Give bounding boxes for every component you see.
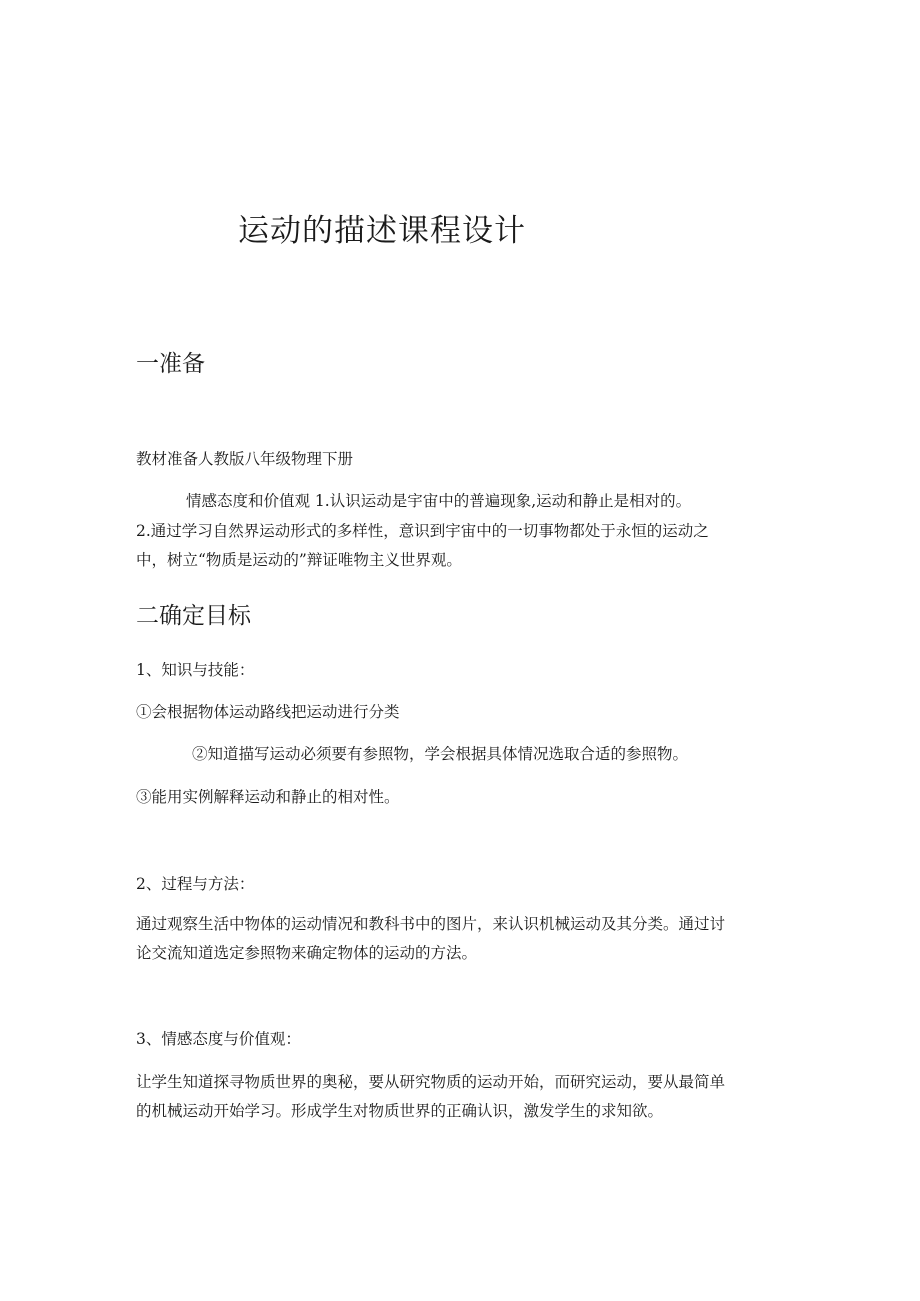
section-heading-preparation: 一准备 bbox=[136, 351, 205, 377]
process-line-1: 通过观察生活中物体的运动情况和教科书中的图片，来认识机械运动及其分类。通过讨 bbox=[136, 915, 726, 933]
knowledge-heading: 1、知识与技能： bbox=[136, 661, 255, 679]
process-heading: 2、过程与方法： bbox=[136, 875, 255, 893]
knowledge-item-1: ①会根据物体运动路线把运动进行分类 bbox=[136, 703, 400, 721]
attitude-line-1: 让学生知道探寻物质世界的奥秘，要从研究物质的运动开始，而研究运动，要从最简单 bbox=[136, 1073, 726, 1091]
values-line-1: 情感态度和价值观 1.认识运动是宇宙中的普遍现象,运动和静止是相对的。 bbox=[186, 492, 692, 510]
values-line-2: 2.通过学习自然界运动形式的多样性，意识到宇宙中的一切事物都处于永恒的运动之 bbox=[136, 522, 709, 540]
attitude-line-2: 的机械运动开始学习。形成学生对物质世界的正确认识，激发学生的求知欲。 bbox=[136, 1102, 664, 1120]
section-heading-goals: 二确定目标 bbox=[136, 603, 251, 629]
attitude-heading: 3、情感态度与价值观： bbox=[136, 1030, 301, 1048]
materials-line: 教材准备人教版八年级物理下册 bbox=[136, 450, 354, 468]
process-line-2: 论交流知道选定参照物来确定物体的运动的方法。 bbox=[136, 944, 478, 962]
document-title: 运动的描述课程设计 bbox=[238, 213, 526, 249]
knowledge-item-2: ②知道描写运动必须要有参照物，学会根据具体情况选取合适的参照物。 bbox=[192, 745, 689, 763]
knowledge-item-3: ③能用实例解释运动和静止的相对性。 bbox=[136, 788, 400, 806]
values-line-3: 中，树立“物质是运动的”辩证唯物主义世界观。 bbox=[136, 551, 462, 569]
